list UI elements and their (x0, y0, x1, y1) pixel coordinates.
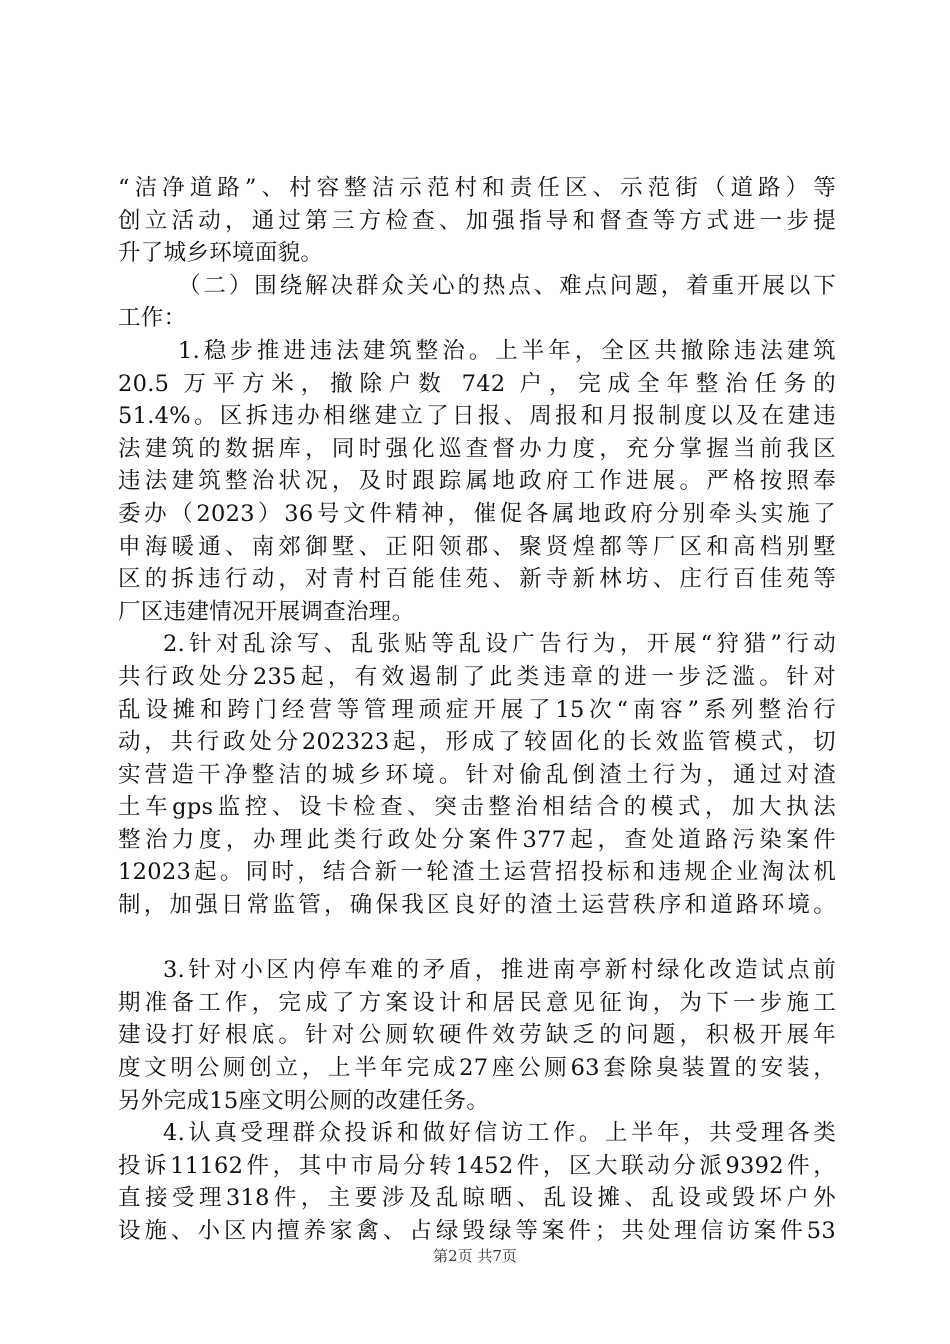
text-line: 整治力度，办理此类行政处分案件377起，查处道路污染案件 (118, 826, 836, 853)
page-number-footer: 第2页 共7页 (433, 1247, 517, 1265)
text-line: 度文明公厕创立，上半年完成27座公厕63套除臭装置的安装， (118, 1055, 836, 1082)
text-line: 创立活动，通过第三方检查、加强指导和督查等方式进一步提 (118, 207, 836, 234)
text-line: 20.5 万平方米，撤除户数 742 户，完成全年整治任务的 (118, 370, 836, 397)
text-line: 另外完成15座文明公厕的改建任务。 (118, 1087, 490, 1114)
text-line: 51.4%。区拆违办相继建立了日报、周报和月报制度以及在建违 (118, 403, 836, 430)
text-line: 制，加强日常监管，确保我区良好的渣土运营秩序和道路环境。 (118, 892, 836, 919)
text-line: 厂区违建情况开展调查治理。 (118, 598, 415, 625)
text-line: 动，共行政处分202323起，形成了较固化的长效监管模式，切 (118, 729, 836, 756)
text-line: 12023起。同时，结合新一轮渣土运营招投标和违规企业淘汰机 (118, 859, 836, 886)
text-line: 设施、小区内擅养家禽、占绿毁绿等案件；共处理信访案件53 (118, 1218, 836, 1244)
text-line: “洁净道路”、村容整洁示范村和责任区、示范街（道路）等 (118, 175, 836, 201)
text-line: 法建筑的数据库，同时强化巡查督办力度，充分掌握当前我区 (118, 435, 836, 462)
text-line: 乱设摊和跨门经营等管理顽症开展了15次“南容”系列整治行 (118, 696, 836, 723)
paragraph-gap (118, 922, 836, 955)
text-line: 区的拆违行动，对青村百能佳苑、新寺新林坊、庄行百佳苑等 (118, 566, 836, 593)
text-line: 工作： (118, 305, 187, 332)
document-body (118, 172, 836, 1248)
text-line: 违法建筑整治状况，及时跟踪属地政府工作进展。严格按照奉 (118, 468, 836, 495)
text-line: 申海暖通、南郊御墅、正阳领郡、聚贤煌都等厂区和高档别墅 (118, 533, 836, 560)
text-line: 3.针对小区内停车难的矛盾，推进南亭新村绿化改造试点前 (163, 957, 836, 984)
text-line: 4.认真受理群众投诉和做好信访工作。上半年，共受理各类 (163, 1120, 836, 1147)
text-line: 土车gps监控、设卡检查、突击整治相结合的模式，加大执法 (118, 794, 836, 821)
text-line: （二）围绕解决群众关心的热点、难点问题，着重开展以下 (178, 272, 836, 299)
text-line: 建设打好根底。针对公厕软硬件效劳缺乏的问题，积极开展年 (118, 1022, 836, 1049)
text-line: 升了城乡环境面貌。 (118, 240, 324, 267)
text-line: 2.针对乱涂写、乱张贴等乱设广告行为，开展“狩猎”行动 (163, 631, 836, 658)
text-line: 1.稳步推进违法建筑整治。上半年，全区共撤除违法建筑 (178, 337, 836, 364)
text-line: 共行政处分235起，有效遏制了此类违章的进一步泛滥。针对 (118, 663, 836, 690)
text-line: 直接受理318件，主要涉及乱晾晒、乱设摊、乱设或毁坏户外 (118, 1185, 836, 1212)
text-line: 投诉11162件，其中市局分转1452件，区大联动分派9392件， (118, 1152, 836, 1179)
text-line: 实营造干净整洁的城乡环境。针对偷乱倒渣土行为，通过对渣 (118, 761, 836, 788)
text-line: 委办（2023）36号文件精神，催促各属地政府分别牵头实施了 (118, 500, 836, 527)
text-line: 期准备工作，完成了方案设计和居民意见征询，为下一步施工 (118, 989, 836, 1016)
